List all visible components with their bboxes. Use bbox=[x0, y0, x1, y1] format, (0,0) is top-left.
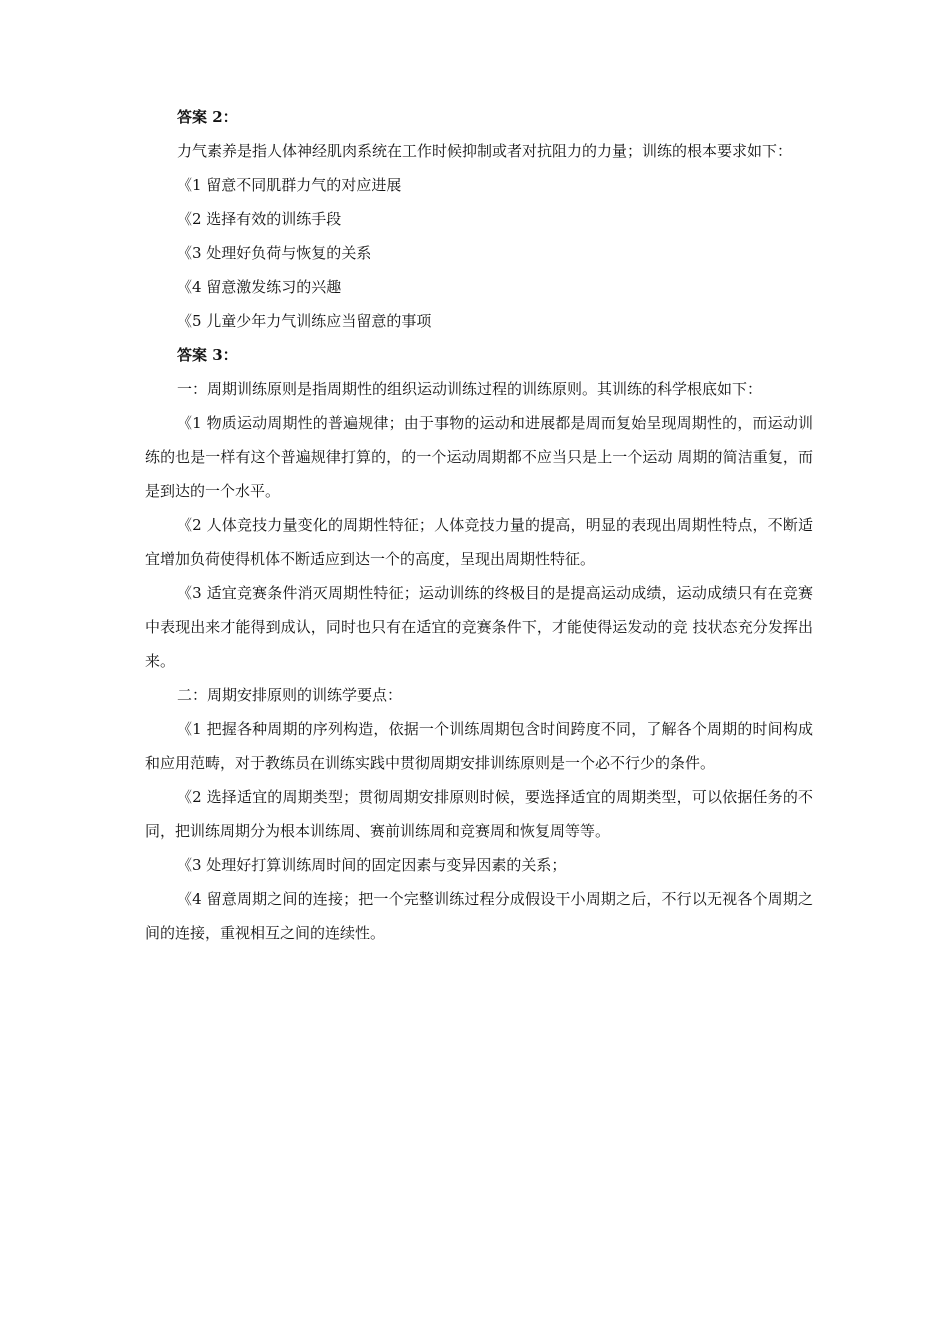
answer-2-item-1: 《1 留意不同肌群力气的对应进展 bbox=[177, 176, 402, 194]
answer-3-section-2-item-2: 《2 选择适宜的周期类型；贯彻周期安排原则时候，要选择适宜的周期类型，可以依据任务的不同，把训练周期分为根本训练周、赛前训练周和竞赛周和恢复周等等。 bbox=[145, 788, 813, 840]
document-page bbox=[145, 100, 813, 950]
answer-2-item-5: 《5 儿童少年力气训练应当留意的事项 bbox=[177, 312, 432, 330]
answer-3-section-2-item-1: 《1 把握各种周期的序列构造，依据一个训练周期包含时间跨度不同，了解各个周期的时间构成和应用范畴，对于教练员在训练实践中贯彻周期安排训练原则是一个必不行少的条件。 bbox=[145, 720, 813, 772]
answer-3-section-2-item-4: 《4 留意周期之间的连接；把一个完整训练过程分成假设干小周期之后，不行以无视各个周期之间的连接，重视相互之间的连续性。 bbox=[145, 890, 813, 942]
answer-2-item-4: 《4 留意激发练习的兴趣 bbox=[177, 278, 342, 296]
answer-3-section-2-intro: 二：周期安排原则的训练学要点： bbox=[177, 686, 403, 704]
answer-3-section-2-item-3: 《3 处理好打算训练周时间的固定因素与变异因素的关系； bbox=[177, 856, 567, 874]
answer-2-item-3: 《3 处理好负荷与恢复的关系 bbox=[177, 244, 372, 262]
answer-3-section-1-item-2: 《2 人体竞技力量变化的周期性特征；人体竞技力量的提高，明显的表现出周期性特点，不断适宜增加负荷使得机体不断适应到达一个的高度，呈现出周期性特征。 bbox=[145, 516, 813, 568]
answer-3-section-1-item-3: 《3 适宜竞赛条件消灭周期性特征；运动训练的终极目的是提高运动成绩，运动成绩只有在竞赛中表现出来才能得到成认，同时也只有在适宜的竞赛条件下，才能使得运发动的竞 技状态充分发挥出来。 bbox=[145, 584, 813, 670]
answer-3-heading: 答案 3： bbox=[177, 346, 238, 364]
answer-2-intro: 力气素养是指人体神经肌肉系统在工作时候抑制或者对抗阻力的力量；训练的根本要求如下： bbox=[177, 142, 793, 160]
answer-2-item-2: 《2 选择有效的训练手段 bbox=[177, 210, 342, 228]
answer-2-heading: 答案 2： bbox=[177, 108, 238, 126]
answer-3-section-1-item-1: 《1 物质运动周期性的普遍规律；由于事物的运动和进展都是周而复始呈现周期性的，而运动训练的也是一样有这个普遍规律打算的，的一个运动周期都不应当只是上一个运动 周期的简洁重复，而是到达的一个水平。 bbox=[145, 414, 813, 500]
answer-3-section-1-intro: 一：周期训练原则是指周期性的组织运动训练过程的训练原则。其训练的科学根底如下： bbox=[177, 380, 763, 398]
